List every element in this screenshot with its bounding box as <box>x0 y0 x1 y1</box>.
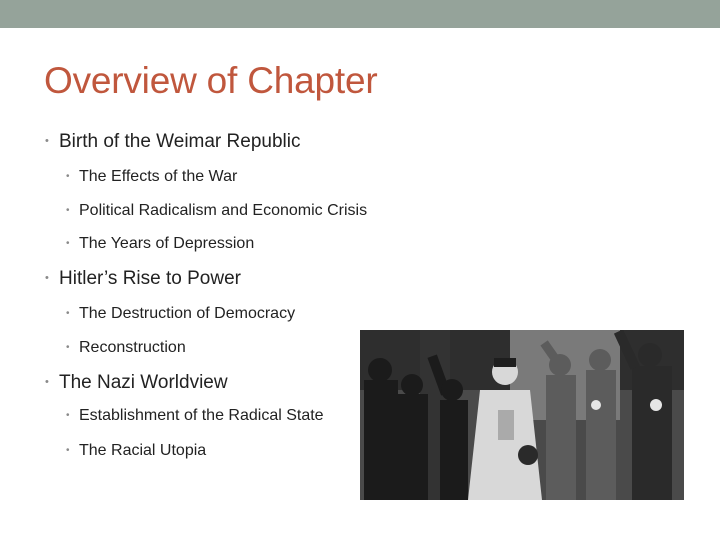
bullet-text: The Effects of the War <box>79 168 238 185</box>
bullet-text: The Years of Depression <box>79 235 255 252</box>
bullet-level2 <box>66 305 296 323</box>
bullet-level2 <box>66 442 207 460</box>
bullet-text: Birth of the Weimar Republic <box>59 131 301 152</box>
bullet-level2 <box>66 202 368 220</box>
bullet-dot-icon: • <box>45 135 49 147</box>
bullet-level2 <box>66 407 324 425</box>
bullet-dot-icon: • <box>66 205 70 216</box>
bullet-level1 <box>45 268 241 290</box>
bullet-text: Reconstruction <box>79 339 186 356</box>
bullet-level2 <box>66 235 255 253</box>
bullet-text: Hitler’s Rise to Power <box>59 268 241 289</box>
bullet-text: The Destruction of Democracy <box>79 305 296 322</box>
historical-photo <box>360 330 684 500</box>
bullet-level1 <box>45 372 228 394</box>
bullet-dot-icon: • <box>66 308 70 319</box>
bullet-text: The Racial Utopia <box>79 442 207 459</box>
bullet-dot-icon: • <box>66 342 70 353</box>
bullet-dot-icon: • <box>45 272 49 284</box>
header-bar <box>0 0 720 28</box>
bullet-text: Political Radicalism and Economic Crisis <box>79 202 368 219</box>
slide-title: Overview of Chapter <box>44 60 378 101</box>
bullet-dot-icon: • <box>66 410 70 421</box>
bullet-level1 <box>45 131 301 153</box>
bullet-text: The Nazi Worldview <box>59 372 228 393</box>
bullet-dot-icon: • <box>66 445 70 456</box>
bullet-level2 <box>66 339 186 357</box>
bullet-level2 <box>66 168 238 186</box>
photo-illustration <box>360 330 684 500</box>
bullet-text: Establishment of the Radical State <box>79 407 324 424</box>
bullet-dot-icon: • <box>66 238 70 249</box>
bullet-dot-icon: • <box>45 376 49 388</box>
bullet-dot-icon: • <box>66 171 70 182</box>
